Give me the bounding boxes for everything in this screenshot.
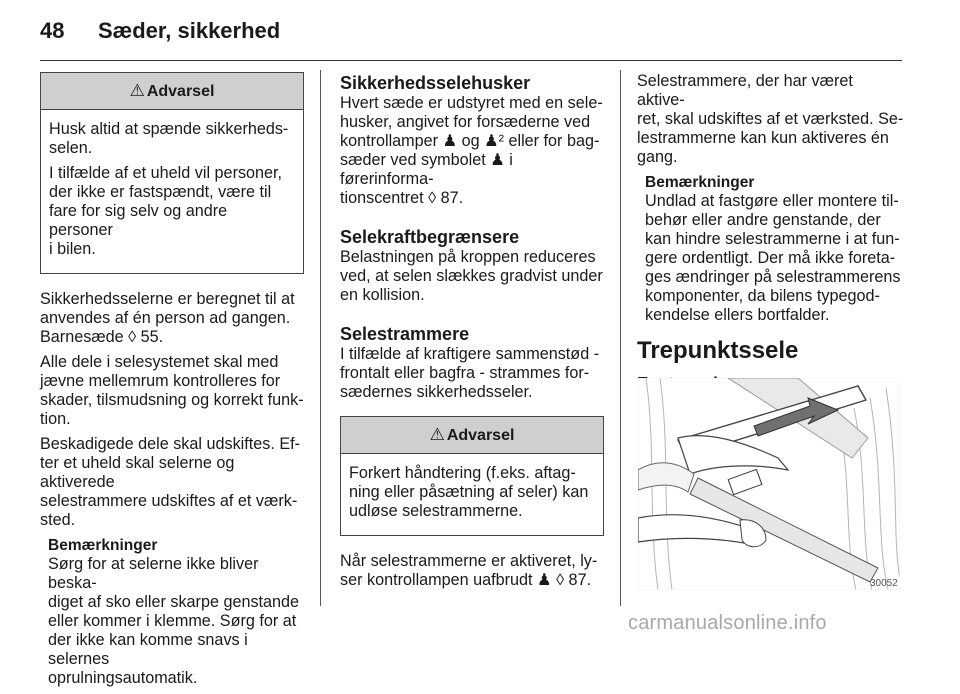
warning-text: I tilfælde af et uheld vil personer, der ikke er fastspændt, være til fare for sig selv og andre personer i bilen. xyxy=(49,164,283,258)
note-title: Bemærkninger xyxy=(645,174,755,191)
section-title: Sæder, sikkerhed xyxy=(98,18,281,43)
header-rule xyxy=(40,60,902,61)
note-title: Bemærkninger xyxy=(48,537,158,554)
subsection-heading: Sikkerhedsselehusker xyxy=(340,73,531,93)
warning-body xyxy=(341,454,603,535)
body-paragraph: Når selestrammerne er aktiveret, ly- ser kontrollampen uafbrudt ♟ ◊ 87. xyxy=(340,552,598,589)
warning-heading: ⚠ Advarsel xyxy=(341,417,603,454)
note-box xyxy=(645,173,905,325)
body-paragraph: Hvert sæde er udstyret med en sele- husker, angivet for forsæderne ved kontrollamper ♟ og ♟² eller for bag- sæder ved symbolet ♟ i førerinforma- tionscentret ◊ 87. xyxy=(340,94,603,207)
subsection-heading: Selekraftbegrænsere xyxy=(340,227,520,247)
warning-body xyxy=(41,110,303,273)
warning-text: Husk altid at spænde sikkerheds- selen. xyxy=(49,120,289,157)
warning-icon: ⚠ xyxy=(129,81,145,100)
seatbelt-illustration-svg xyxy=(638,378,900,590)
page-number: 48 xyxy=(40,18,65,43)
note-box xyxy=(48,536,304,688)
body-paragraph: Alle dele i selesystemet skal med jævne mellemrum kontrolleres for skader, tilsmudsning og korrekt funk- tion. xyxy=(40,353,304,428)
column-2 xyxy=(340,72,604,596)
body-paragraph: I tilfælde af kraftigere sammenstød - frontalt eller bagfra - strammes for- sædernes sikkerhedsseler. xyxy=(340,345,600,401)
column-1 xyxy=(40,72,304,694)
note-text: Sørg for at selerne ikke bliver beska- diget af sko eller skarpe genstande eller kommer i klemme. Sørg for at der ikke kan komme snavs i selernes oprulningsautomatik. xyxy=(48,555,300,687)
subsection-heading: Selestrammere xyxy=(340,324,470,344)
note-text: Undlad at fastgøre eller montere til- behør eller andre genstande, der kan hindre selestrammerne i at fun- gere ordentligt. Der må ikke foreta- ges ændringer på selestrammerens komponenter, da bilens typegod- kendelse ellers bortfalder. xyxy=(645,192,901,324)
figure-code: 30052 xyxy=(870,578,898,589)
column-3 xyxy=(637,72,905,395)
body-paragraph: Belastningen på kroppen reduceres ved, at selen slækkes gradvist under en kollision. xyxy=(340,248,603,304)
warning-icon: ⚠ xyxy=(429,425,445,444)
seatbelt-fastening-illustration xyxy=(638,378,900,590)
body-paragraph: Beskadigede dele skal udskiftes. Ef- ter et uheld skal selerne og aktiverede selestrammere udskiftes af et værk- sted. xyxy=(40,435,301,529)
column-divider xyxy=(620,70,621,606)
page-header xyxy=(0,0,960,62)
warning-heading: ⚠ Advarsel xyxy=(41,73,303,110)
column-divider xyxy=(320,70,321,606)
warning-box xyxy=(340,416,604,536)
watermark: carmanualsonline.info xyxy=(628,612,827,634)
warning-text: Forkert håndtering (f.eks. aftag- ning eller påsætning af seler) kan udløse selestrammerne. xyxy=(349,464,589,520)
body-paragraph: Sikkerhedsselerne er beregnet til at anvendes af én person ad gangen. Barnesæde ◊ 55. xyxy=(40,290,295,346)
section-heading: Trepunktssele xyxy=(637,337,799,364)
warning-box xyxy=(40,72,304,274)
body-paragraph: Selestrammere, der har været aktive- ret, skal udskiftes af et værksted. Se- lestrammerne kan kun aktiveres én gang. xyxy=(637,72,904,166)
